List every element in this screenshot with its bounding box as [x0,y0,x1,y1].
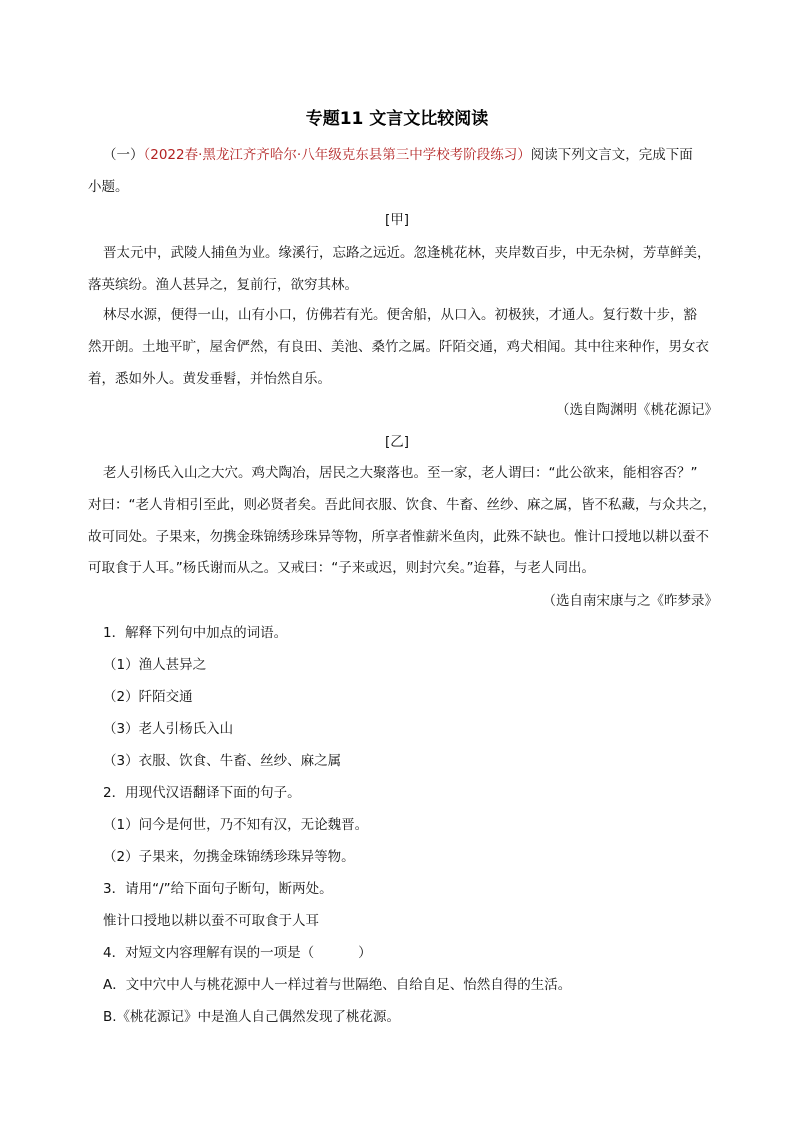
passage-a-line: 着，悉如外人。黄发垂髫，并怡然自乐。 [88,371,331,387]
question-1: 1．解释下列句中加点的词语。 [103,625,288,641]
question-1-item: （3）老人引杨氏入山 [103,721,234,737]
question-4-option: B.《桃花源记》中是渔人自己偶然发现了桃花源。 [103,1009,401,1025]
question-1-item: （1）渔人甚异之 [103,657,207,673]
question-4-close: ） [358,945,372,961]
question-3: 3．请用“/”给下面句子断句，断两处。 [103,881,333,897]
intro-line [103,145,693,165]
page-title: 专题11 文言文比较阅读 [305,109,489,129]
passage-b-line: 可取食于人耳。”杨氏谢而从之。又戒曰：“子来或迟，则封穴矣。”迨暮，与老人同出。 [88,560,595,576]
question-2-item: （1）问今是何世，乃不知有汉，无论魏晋。 [103,817,369,833]
passage-b-line: 老人引杨氏入山之大穴。鸡犬陶冶，居民之大聚落也。至一家，老人谓曰：“此公欲来，能相容否？” [103,465,698,481]
intro-prefix: （一） [103,147,144,163]
passage-a-line: 然开朗。土地平旷，屋舍俨然，有良田、美池、桑竹之属。阡陌交通，鸡犬相闻。其中往来种作，男女衣 [88,339,709,355]
passage-b-citation: （选自南宋康与之《昨梦录》 [542,593,718,609]
question-1-item: （3）衣服、饮食、牛畜、丝纱、麻之属 [103,753,342,769]
passage-b-heading: [乙] [384,434,410,450]
passage-a-line: 晋太元中，武陵人捕鱼为业。缘溪行，忘路之远近。忽逢桃花林，夹岸数百步，中无杂树，芳草鲜美， [103,245,711,261]
passage-b-line: 故可同处。子果来，勿携金珠锦绣珍珠异等物，所享者惟薪米鱼肉，此殊不缺也。惟计口授地以耕以蚕不 [88,529,709,545]
passage-a-heading: [甲] [384,212,410,228]
question-4-stem: 4．对短文内容理解有误的一项是（ [103,945,315,961]
intro-source: （2022春·黑龙江齐齐哈尔·八年级克东县第三中学校考阶段练习） [143,147,531,163]
passage-a-line: 林尽水源，便得一山，山有小口，仿佛若有光。便舍船，从口入。初极狭，才通人。复行数十步，豁 [103,307,697,323]
question-4-option: A．文中穴中人与桃花源中人一样过着与世隔绝、自给自足、怡然自得的生活。 [103,977,572,993]
question-1-item: （2）阡陌交通 [103,689,193,705]
question-2-item: （2）子果来，勿携金珠锦绣珍珠异等物。 [103,849,355,865]
passage-a-line: 落英缤纷。渔人甚异之，复前行，欲穷其林。 [88,277,358,293]
question-4 [103,943,372,963]
intro-text: 阅读下列文言文，完成下面 [530,147,693,163]
question-2: 2．用现代汉语翻译下面的句子。 [103,785,301,801]
intro-line-2: 小题。 [88,179,129,195]
question-3-text: 惟计口授地以耕以蚕不可取食于人耳 [103,913,319,929]
passage-b-line: 对曰：“老人肯相引至此，则必贤者矣。吾此间衣服、饮食、牛畜、丝纱、麻之属，皆不私藏，与众共之， [88,497,716,513]
passage-a-citation: （选自陶渊明《桃花源记》 [556,402,718,418]
